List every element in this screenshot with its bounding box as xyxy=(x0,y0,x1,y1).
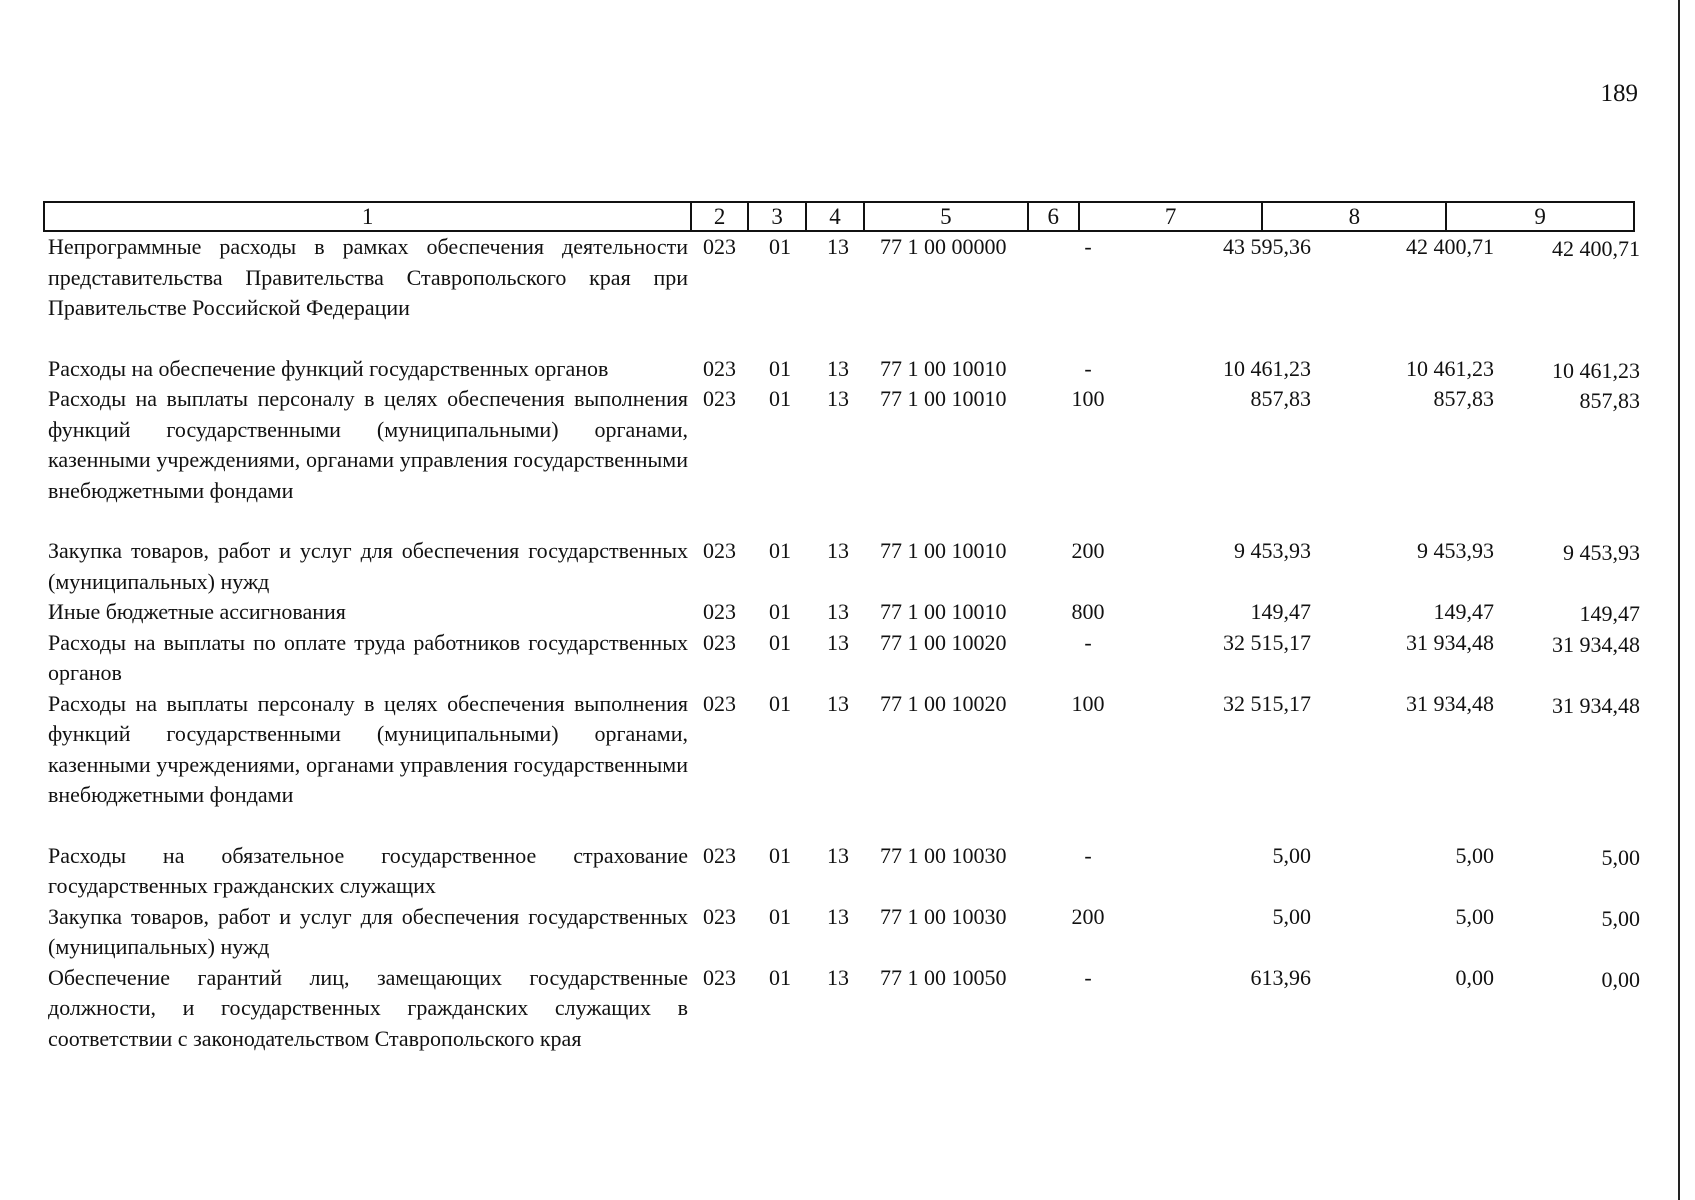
row-code-6: 200 xyxy=(1071,538,1105,563)
row-code-4: 13 xyxy=(827,629,849,655)
row-code-4: 13 xyxy=(827,690,849,716)
row-code-2: 023 xyxy=(703,386,736,411)
row-code-5: 77 1 00 10050 xyxy=(880,964,1007,990)
row-amount-9: 857,83 xyxy=(1579,388,1640,413)
row-amount-7: 857,83 xyxy=(1250,386,1311,411)
row-amount-8: 9 453,93 xyxy=(1417,538,1494,563)
row-amount-8: 31 934,48 xyxy=(1406,629,1494,655)
row-code-5: 77 1 00 10010 xyxy=(880,355,1007,381)
row-code-3: 01 xyxy=(769,629,791,655)
row-code-4: 13 xyxy=(827,355,849,381)
table-row xyxy=(48,384,1640,506)
row-code-3: 01 xyxy=(769,234,791,259)
row-amount-9: 42 400,71 xyxy=(1552,236,1640,261)
row-code-2: 023 xyxy=(703,538,736,563)
row-code-5: 77 1 00 10010 xyxy=(880,599,1007,624)
page-number: 189 xyxy=(1600,80,1638,107)
row-amount-7: 5,00 xyxy=(1272,903,1311,929)
row-code-6: 100 xyxy=(1071,386,1105,411)
column-header-7: 7 xyxy=(1080,203,1264,230)
row-code-6: - xyxy=(1084,842,1092,868)
row-description: Непрограммные расходы в рамках обеспечения деятельности представительства Правительства Ставропольского края при Правительстве Российской Федерации xyxy=(48,234,688,320)
row-amount-7: 32 515,17 xyxy=(1223,629,1311,655)
column-header-6: 6 xyxy=(1029,203,1080,230)
table-row xyxy=(48,963,1640,1055)
column-header-2: 2 xyxy=(692,203,749,230)
row-code-5: 77 1 00 10030 xyxy=(880,842,1007,868)
row-code-4: 13 xyxy=(827,903,849,929)
row-code-3: 01 xyxy=(769,903,791,929)
column-header-1: 1 xyxy=(45,203,692,230)
row-code-2: 023 xyxy=(703,903,736,929)
row-description: Расходы на выплаты персоналу в целях обеспечения выполнения функций государственными (муниципальными) органами, казенными учреждениями, органами управления государственными внебюджетными фондами xyxy=(48,386,688,503)
row-description: Закупка товаров, работ и услуг для обеспечения государственных (муниципальных) нужд xyxy=(48,903,688,959)
row-amount-8: 149,47 xyxy=(1433,599,1494,624)
column-header-3: 3 xyxy=(749,203,807,230)
row-description: Закупка товаров, работ и услуг для обеспечения государственных (муниципальных) нужд xyxy=(48,538,688,594)
row-code-5: 77 1 00 10030 xyxy=(880,903,1007,929)
row-amount-9: 0,00 xyxy=(1601,966,1640,992)
row-code-3: 01 xyxy=(769,386,791,411)
row-amount-8: 42 400,71 xyxy=(1406,234,1494,259)
row-code-3: 01 xyxy=(769,538,791,563)
table-row xyxy=(48,628,1640,689)
row-amount-7: 43 595,36 xyxy=(1223,234,1311,259)
row-code-6: 100 xyxy=(1071,690,1105,716)
row-amount-7: 149,47 xyxy=(1250,599,1311,624)
row-code-2: 023 xyxy=(703,629,736,655)
table-row xyxy=(48,536,1640,597)
row-code-6: - xyxy=(1084,964,1092,990)
row-code-3: 01 xyxy=(769,690,791,716)
column-header-5: 5 xyxy=(865,203,1029,230)
row-amount-9: 149,47 xyxy=(1579,601,1640,626)
row-amount-7: 32 515,17 xyxy=(1223,690,1311,716)
row-code-6: 200 xyxy=(1071,903,1105,929)
row-amount-9: 5,00 xyxy=(1601,844,1640,870)
column-header-9: 9 xyxy=(1534,204,1546,229)
row-amount-7: 613,96 xyxy=(1250,964,1311,990)
row-code-4: 13 xyxy=(827,234,849,259)
column-header-8: 8 xyxy=(1263,203,1447,230)
table-row xyxy=(48,902,1640,963)
row-code-4: 13 xyxy=(827,538,849,563)
row-amount-7: 9 453,93 xyxy=(1234,538,1311,563)
table-row xyxy=(48,841,1640,902)
row-amount-8: 5,00 xyxy=(1455,903,1494,929)
row-code-6: - xyxy=(1084,355,1092,381)
row-code-2: 023 xyxy=(703,599,736,624)
table-body xyxy=(48,232,1640,1054)
row-code-2: 023 xyxy=(703,690,736,716)
row-code-5: 77 1 00 10020 xyxy=(880,629,1007,655)
row-code-3: 01 xyxy=(769,842,791,868)
table-row xyxy=(48,232,1640,324)
row-code-4: 13 xyxy=(827,842,849,868)
row-code-6: - xyxy=(1084,629,1092,655)
row-amount-9: 10 461,23 xyxy=(1552,357,1640,383)
row-amount-7: 5,00 xyxy=(1272,842,1311,868)
row-code-5: 77 1 00 10010 xyxy=(880,386,1007,411)
row-description: Расходы на выплаты по оплате труда работников государственных органов xyxy=(48,629,688,685)
row-amount-8: 0,00 xyxy=(1455,964,1494,990)
row-description: Расходы на обеспечение функций государственных органов xyxy=(48,355,609,381)
column-header-4: 4 xyxy=(807,203,865,230)
row-code-2: 023 xyxy=(703,355,736,381)
row-description: Обеспечение гарантий лиц, замещающих государственные должности, и государственных гражданских служащих в соответствии с законодательством Ставропольского края xyxy=(48,964,688,1051)
row-amount-8: 31 934,48 xyxy=(1406,690,1494,716)
row-code-6: - xyxy=(1084,234,1092,259)
row-code-4: 13 xyxy=(827,599,849,624)
row-code-2: 023 xyxy=(703,964,736,990)
row-code-5: 77 1 00 10020 xyxy=(880,690,1007,716)
row-amount-7: 10 461,23 xyxy=(1223,355,1311,381)
row-amount-9: 31 934,48 xyxy=(1552,631,1640,657)
row-code-3: 01 xyxy=(769,964,791,990)
row-amount-8: 10 461,23 xyxy=(1406,355,1494,381)
row-description: Иные бюджетные ассигнования xyxy=(48,599,346,624)
row-code-6: 800 xyxy=(1071,599,1105,624)
table-row xyxy=(48,689,1640,811)
row-amount-9: 9 453,93 xyxy=(1563,540,1640,565)
row-code-2: 023 xyxy=(703,842,736,868)
row-amount-8: 857,83 xyxy=(1433,386,1494,411)
row-code-4: 13 xyxy=(827,964,849,990)
row-code-5: 77 1 00 10010 xyxy=(880,538,1007,563)
table-header xyxy=(43,201,1635,232)
row-code-5: 77 1 00 00000 xyxy=(880,234,1007,259)
table-row xyxy=(48,597,1640,628)
row-description: Расходы на обязательное государственное страхование государственных гражданских служащих xyxy=(48,842,688,898)
page-edge-line xyxy=(1678,0,1680,1200)
row-code-2: 023 xyxy=(703,234,736,259)
row-description: Расходы на выплаты персоналу в целях обеспечения выполнения функций государственными (муниципальными) органами, казенными учреждениями, органами управления государственными внебюджетными фондами xyxy=(48,690,688,807)
table-row xyxy=(48,354,1640,385)
row-amount-9: 31 934,48 xyxy=(1552,692,1640,718)
row-code-3: 01 xyxy=(769,355,791,381)
row-code-4: 13 xyxy=(827,386,849,411)
row-amount-9: 5,00 xyxy=(1601,905,1640,931)
row-amount-8: 5,00 xyxy=(1455,842,1494,868)
row-code-3: 01 xyxy=(769,599,791,624)
